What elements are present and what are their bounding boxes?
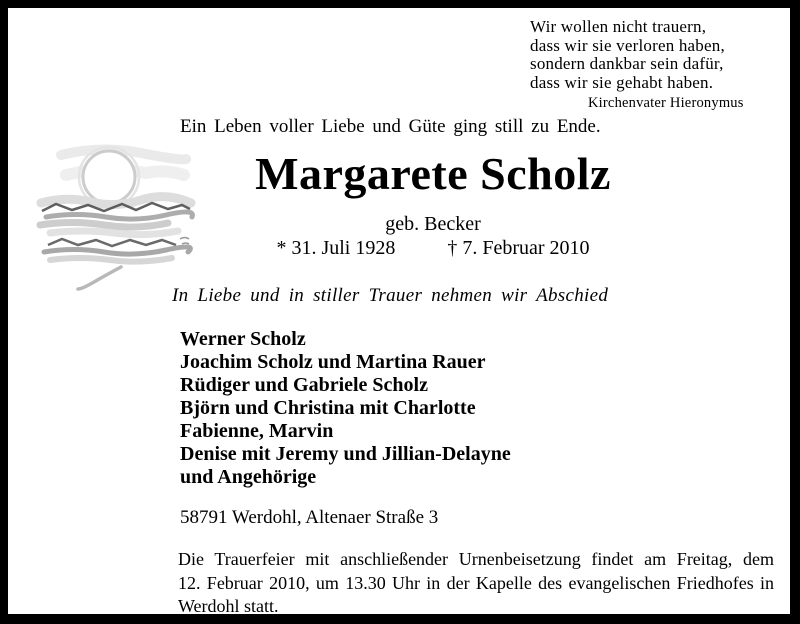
deceased-name: Margarete Scholz xyxy=(255,148,611,199)
quote-line: sondern dankbar sein dafür, xyxy=(530,54,724,73)
mourners-list xyxy=(180,328,511,489)
death-date: † 7. Februar 2010 xyxy=(447,237,590,259)
address-line: 58791 Werdohl, Altenaer Straße 3 xyxy=(180,507,439,528)
life-dates xyxy=(128,237,738,259)
mourner-line: Werner Scholz xyxy=(180,328,306,350)
mourner-line: Fabienne, Marvin xyxy=(180,420,334,442)
mourner-line: und Angehörige xyxy=(180,466,317,488)
intro-line: Ein Leben voller Liebe und Güte ging still zu Ende. xyxy=(180,116,601,137)
birth-date: * 31. Juli 1928 xyxy=(276,237,396,259)
mourner-line: Rüdiger und Gabriele Scholz xyxy=(180,374,428,396)
funeral-details xyxy=(178,548,774,619)
deceased-block xyxy=(128,148,738,259)
funeral-line: Werdohl statt. xyxy=(178,596,279,616)
mourner-line: Denise mit Jeremy und Jillian-Delayne xyxy=(180,443,511,465)
mourner-line: Björn und Christina mit Charlotte xyxy=(180,397,476,419)
maiden-name: geb. Becker xyxy=(385,213,481,235)
quote-line: Wir wollen nicht trauern, xyxy=(530,17,707,36)
quote-line: dass wir sie gehabt haben. xyxy=(530,72,714,92)
mourner-line: Joachim Scholz und Martina Rauer xyxy=(180,351,486,373)
farewell-line: In Liebe und in stiller Trauer nehmen wir Abschied xyxy=(172,285,609,306)
quote-block xyxy=(530,18,744,113)
funeral-line: 12. Februar 2010, um 13.30 Uhr in der Kapelle des evangelischen Friedhofes in xyxy=(178,572,774,593)
funeral-line: Die Trauerfeier mit anschließender Urnenbeisetzung findet am Freitag, dem xyxy=(178,549,774,569)
quote-line: dass wir sie verloren haben, xyxy=(530,35,725,55)
quote-attribution: Kirchenvater Hieronymus xyxy=(588,95,744,111)
